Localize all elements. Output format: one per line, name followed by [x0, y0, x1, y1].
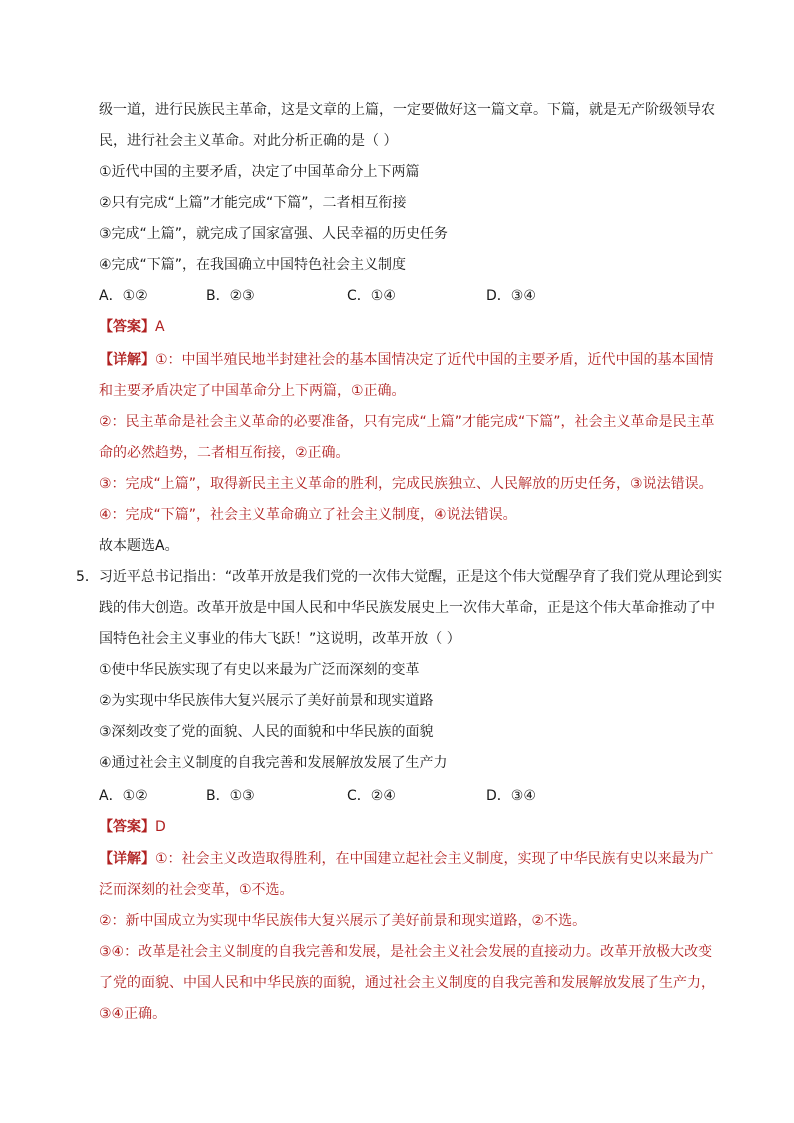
q4-detail-label: 【详解】 — [99, 352, 155, 368]
q5-detail-line-1 — [99, 849, 714, 869]
q4-answer — [99, 317, 165, 337]
q5-detail-line-6: ③④正确。 — [99, 1006, 167, 1022]
q5-detail-line-2: 泛而深刻的社会变革，①不选。 — [99, 882, 294, 898]
q4-detail-line-3: ②：民主革命是社会主义革命的必要准备，只有完成“上篇”才能完成“下篇”，社会主义革命是民主革 — [99, 414, 715, 430]
q4-item-2: ②只有完成“上篇”才能完成“下篇”，二者相互衔接 — [99, 195, 407, 211]
q4-option-b: B．②③ — [206, 288, 255, 304]
q4-conclusion: 故本题选A。 — [99, 538, 179, 554]
q5-item-4: ④通过社会主义制度的自我完善和发展解放发展了生产力 — [99, 755, 448, 771]
q5-answer-label: 【答案】 — [99, 819, 155, 835]
q4-answer-label: 【答案】 — [99, 319, 155, 335]
q5-option-d: D．③④ — [486, 788, 536, 804]
q4-option-a: A．①② — [99, 288, 148, 304]
q5-option-b: B．①③ — [206, 788, 255, 804]
q5-detail-text-1: ①：社会主义改造取得胜利，在中国建立起社会主义制度，实现了中华民族有史以来最为广 — [155, 851, 714, 867]
q5-detail-line-5: 了党的面貌、中国人民和中华民族的面貌，通过社会主义制度的自我完善和发展解放发展了生产力， — [99, 975, 715, 991]
q5-answer — [99, 817, 166, 837]
q4-detail-line-2: 和主要矛盾决定了中国革命分上下两篇，①正确。 — [99, 383, 406, 399]
q4-detail-line-5: ③：完成“上篇”，取得新民主主义革命的胜利，完成民族独立、人民解放的历史任务，③说法错误。 — [99, 476, 713, 492]
q4-detail-line-6: ④：完成“下篇”，社会主义革命确立了社会主义制度，④说法错误。 — [99, 507, 517, 523]
q4-item-4: ④完成“下篇”，在我国确立中国特色社会主义制度 — [99, 257, 407, 273]
q5-option-c: C．②④ — [347, 788, 396, 804]
q4-stem-line-2: 民，进行社会主义革命。对此分析正确的是（ ） — [99, 133, 398, 149]
q4-item-3: ③完成“上篇”，就完成了国家富强、人民幸福的历史任务 — [99, 226, 449, 242]
q4-option-c: C．①④ — [347, 288, 396, 304]
q4-detail-line-1 — [99, 350, 714, 370]
q5-option-a: A．①② — [99, 788, 148, 804]
q5-answer-value: D — [155, 819, 166, 835]
q5-stem-line-3: 国特色社会主义事业的伟大飞跃！”这说明，改革开放（ ） — [99, 631, 461, 647]
q4-answer-value: A — [155, 319, 165, 335]
q5-detail-line-4: ③④：改革是社会主义制度的自我完善和发展，是社会主义社会发展的直接动力。改革开放极大改变 — [99, 944, 713, 960]
q5-item-2: ②为实现中华民族伟大复兴展示了美好前景和现实道路 — [99, 693, 434, 709]
q5-detail-line-3: ②：新中国成立为实现中华民族伟大复兴展示了美好前景和现实道路，②不选。 — [99, 913, 587, 929]
q4-detail-text-1: ①：中国半殖民地半封建社会的基本国情决定了近代中国的主要矛盾，近代中国的基本国情 — [155, 352, 714, 368]
q5-stem-line-2: 践的伟大创造。改革开放是中国人民和中华民族发展史上一次伟大革命，正是这个伟大革命推动了中 — [99, 600, 715, 616]
q4-item-1: ①近代中国的主要矛盾，决定了中国革命分上下两篇 — [99, 164, 420, 180]
q5-item-1: ①使中华民族实现了有史以来最为广泛而深刻的变革 — [99, 662, 420, 678]
q4-option-d: D．③④ — [486, 288, 536, 304]
q4-stem-line-1: 级一道，进行民族民主革命，这是文章的上篇，一定要做好这一篇文章。下篇，就是无产阶级领导农 — [99, 102, 715, 118]
q5-item-3: ③深刻改变了党的面貌、人民的面貌和中华民族的面貌 — [99, 724, 434, 740]
q5-detail-label: 【详解】 — [99, 851, 155, 867]
q4-detail-line-4: 命的必然趋势，二者相互衔接，②正确。 — [99, 445, 350, 461]
q5-stem-line-1: 5．习近平总书记指出：“改革开放是我们党的一次伟大觉醒，正是这个伟大觉醒孕育了我们党从理论到实 — [76, 569, 723, 585]
